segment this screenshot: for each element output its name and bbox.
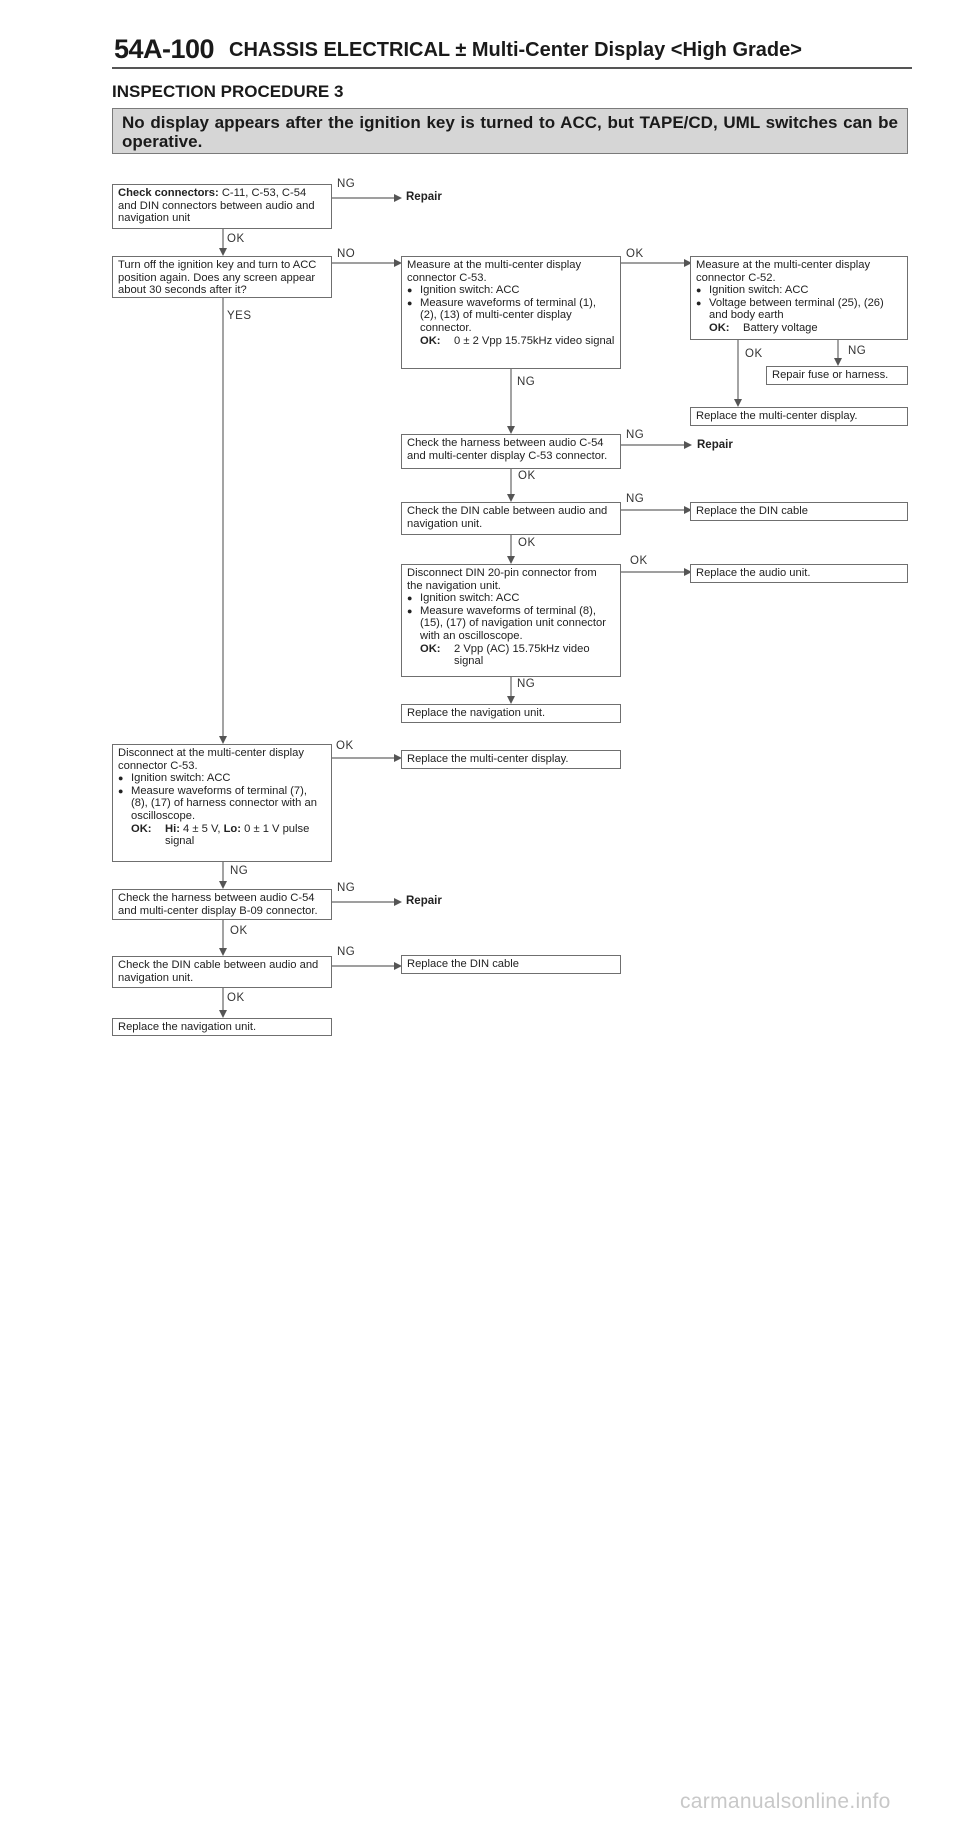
ok-label: OK [518,537,536,549]
measure-c53-bullets [407,284,615,334]
replace-nav-2-text: Replace the navigation unit. [118,1021,257,1033]
ok-label: OK [336,740,354,752]
ok-value: 2 Vpp (AC) 15.75kHz video signal [454,642,590,668]
procedure-heading: INSPECTION PROCEDURE 3 [112,82,344,101]
din-cable-1-text: Check the DIN cable between audio and navigation unit. [407,505,608,530]
bullet-item: ● Ignition switch: ACC [407,592,615,605]
bullet-item: ● Measure waveforms of terminal (8), (15), (17) of navigation unit connector with an oscilloscope. [407,605,615,643]
check-connectors-box [112,184,332,229]
bullet-item: ● Ignition switch: ACC [407,284,615,297]
replace-nav-1-text: Replace the navigation unit. [407,707,546,719]
ok-criteria [118,823,326,848]
ok-label: OK [626,248,644,260]
bullet-item: ● Ignition switch: ACC [118,772,326,785]
ok-label: OK [745,348,763,360]
ng-label: NG [848,345,867,357]
harness-c54-c53-text: Check the harness between audio C-54 and multi-center display C-53 connector. [407,437,608,462]
harness-c54-c53-box [401,434,621,469]
replace-mcd-1-box [690,407,908,426]
disconnect-c53-bullets [118,772,326,822]
harness-c54-b09-box [112,889,332,920]
symptom-banner: No display appears after the ignition key is turned to ACC, but TAPE/CD, UML switches can be operative. [112,108,908,154]
measure-c52-intro: Measure at the multi-center display connector C-52. [696,259,871,284]
repair-text: Repair [406,895,442,907]
ok-label: OK [230,925,248,937]
din-cable-2-text: Check the DIN cable between audio and navigation unit. [118,959,319,984]
replace-mcd-2-box [401,750,621,769]
ok-value: 0 ± 2 Vpp 15.75kHz video signal [454,334,615,347]
ok-label: OK [518,470,536,482]
din-cable-2-box [112,956,332,988]
ok-criteria [696,322,902,335]
ok-label: OK: [709,321,730,334]
ok-value [165,823,326,848]
ok-criteria [407,335,615,348]
measure-c52-bullets [696,284,902,322]
section-code: 54A-100 [114,34,215,64]
harness-c54-b09-text: Check the harness between audio C-54 and multi-center display B-09 connector. [118,892,318,917]
lo-label: Lo: [223,822,241,835]
measure-c53-intro: Measure at the multi-center display connector C-53. [407,259,582,284]
repair-fuse-box [766,366,908,385]
ok-criteria [407,643,615,668]
bullet-item: ● Measure waveforms of terminal (1), (2), (13) of multi-center display connector. [407,297,615,335]
ok-label: OK [227,233,245,245]
repair-fuse-text: Repair fuse or harness. [772,369,889,381]
bullet-item: ● Ignition switch: ACC [696,284,902,297]
ok-label: OK: [420,642,441,655]
disconnect-c53-intro: Disconnect at the multi-center display connector C-53. [118,747,304,772]
ok-value: Battery voltage [743,321,818,334]
lo-value: 0 ± 1 V pulse signal [165,822,310,848]
ok-label: OK [227,992,245,1004]
replace-din-2-text: Replace the DIN cable [407,958,519,970]
disconnect-din-intro: Disconnect DIN 20-pin connector from the navigation unit. [407,567,597,592]
ng-label: NG [337,946,356,958]
ng-label: NG [517,376,536,388]
check-connectors-label: Check connectors: [118,187,219,199]
no-label: NO [337,248,356,260]
replace-din-1-box [690,502,908,521]
turn-off-ignition-text: Turn off the ignition key and turn to ACC position again. Does any screen appear about 30 seconds after it? [118,259,317,297]
ng-label: NG [626,493,645,505]
section-title: CHASSIS ELECTRICAL ± Multi-Center Display <High Grade> [229,39,802,61]
hi-label: Hi: [165,822,180,835]
replace-din-1-text: Replace the DIN cable [696,505,808,517]
replace-nav-1-box [401,704,621,723]
replace-mcd-1-text: Replace the multi-center display. [696,410,858,422]
replace-audio-box [690,564,908,583]
ok-label: OK: [131,822,152,835]
hi-value: 4 ± 5 V, [183,822,221,835]
disconnect-din-box [401,564,621,677]
din-cable-1-box [401,502,621,535]
check-connectors-text: C-11, C-53, C-54 and DIN connectors between audio and navigation unit [118,187,315,225]
ng-label: NG [626,429,645,441]
ng-label: NG [517,678,536,690]
bullet-item: ● Voltage between terminal (25), (26) and body earth [696,297,902,322]
ng-label: NG [337,882,356,894]
replace-mcd-2-text: Replace the multi-center display. [407,753,569,765]
replace-nav-2-box [112,1018,332,1036]
watermark: carmanualsonline.info [680,1790,891,1813]
ng-label: NG [230,865,249,877]
replace-din-2-box [401,955,621,974]
repair-text: Repair [406,191,442,203]
disconnect-c53-box [112,744,332,862]
repair-text: Repair [697,439,733,451]
measure-c53-box [401,256,621,369]
turn-off-ignition-box [112,256,332,298]
bullet-item: ● Measure waveforms of terminal (7), (8), (17) of harness connector with an oscilloscope. [118,785,326,823]
ok-label: OK: [420,334,441,347]
replace-audio-text: Replace the audio unit. [696,567,811,579]
ng-label: NG [337,178,356,190]
disconnect-din-bullets [407,592,615,642]
ok-label: OK [630,555,648,567]
yes-label: YES [227,310,252,322]
measure-c52-box [690,256,908,340]
